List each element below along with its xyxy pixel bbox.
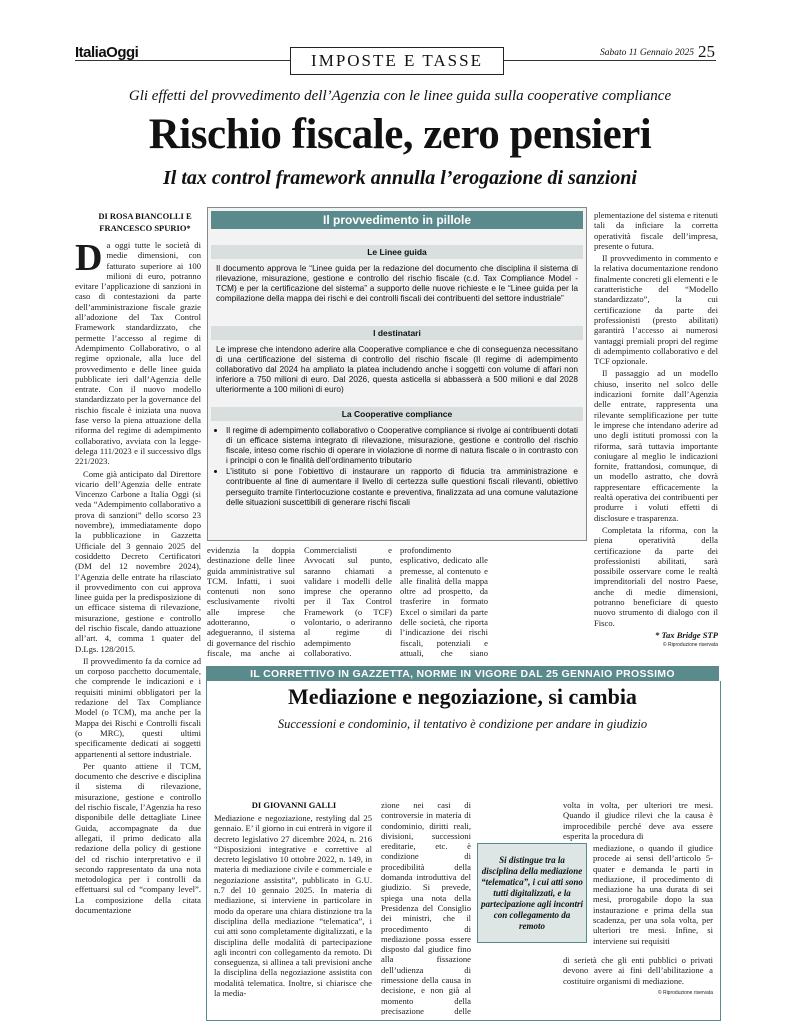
info-box-section-heading: Le Linee guida xyxy=(211,245,583,259)
copyright-note: © Riproduzione riservata xyxy=(662,642,718,649)
article2-banner: IL CORRETTIVO IN GAZZETTA, NORME IN VIGORE DAL 25 GENNAIO PROSSIMO xyxy=(206,666,719,681)
info-box-text: Il documento approva le “Linee guida per la redazione del documento che disciplina il sistema di rilevazione, misurazione, gestione e controllo del rischio fiscale (c.d. Tax Compliance Model - TCM) e per la certificazione del sistema” a supporto delle nuove richieste e le “Linee guida per la compilazione della mappa dei rischi e dei controlli fiscali dei contribuenti del settore industriale” xyxy=(216,263,578,304)
info-box xyxy=(207,207,587,541)
article-column-3 xyxy=(304,545,392,660)
article2-headline: Mediazione e negoziazione, si cambia xyxy=(288,684,637,709)
list-item: • L’istituto si pone l’obiettivo di instaurare un rapporto di fiducia tra amministrazione e contribuente al fine di aumentare il livello di certezza sulle questioni fiscali rilevanti, obiettivo perseguito tramite l’interlocuzione costante e preventiva, finalizzata ad una comune valutazione delle situazioni suscettibili di generare rischi fiscali xyxy=(226,466,578,506)
paragraph: Mediazione e negoziazione, restyling dal 25 gennaio. E’ il giorno in cui entrerà in vigore il decreto legislativo 27 dicembre 2024, n. 216 “Disposizioni integrative e correttive al decreto legislativo 10 ottobre 2022, n. 149, in materia di mediazione civile e commerciale e negoziazione assistita”, pubblicato in G.U. n.7 del 10 gennaio 2025. In materia di mediazione, si interviene in particolare in modo da operare una chiara distinzione tra la disciplina della mediazione “telematica”, i cui atti sono completamente digitalizzati, e la disciplina delle modalità di partecipazione agli incontri con collegamento da remoto. Di conseguenza, si allinea a tali previsioni anche la disciplina della negoziazione assistita con modalità telematica. Inoltre, si chiarisce che la media- xyxy=(214,813,372,999)
pull-quote: Si distingue tra la disciplina della mediazione “telematica”, i cui atti sono tutti digitalizzati, e la partecipazione agli incontri con collegamento da remoto xyxy=(477,843,587,943)
article-subhead: Il tax control framework annulla l’erogazione di sanzioni xyxy=(163,167,637,189)
info-box-list xyxy=(216,425,578,508)
article2-byline: DI GIOVANNI GALLI xyxy=(251,800,337,810)
paragraph: di serietà che gli enti pubblici o privati devono avere ai fini dell’abilitazione a costituire organismi di mediazione. xyxy=(563,955,713,986)
article-byline: DI ROSA BIANCOLLI E FRANCESCO SPURIO* xyxy=(98,211,192,233)
article-column-5 xyxy=(594,210,718,655)
list-item: • Il regime di adempimento collaborativo o Cooperative compliance si rivolge ai contribuenti dotati di un efficace sistema integrato di rilevazione, misurazione, gestione e controllo del rischio fiscale, inteso come rischio di operare in violazione di norme di natura fiscale o in contrasto con i principi o con le finalità dell’ordinamento tributario xyxy=(226,425,578,465)
section-title: IMPOSTE E TASSE xyxy=(290,47,504,75)
paragraph: Il provvedimento in commento e la relativa documentazione rendono finalmente concreti gli elementi e le caratteristiche del “Modello standardizzato”, la cui certificazione da parte dei professionisti (presto abilitati) garantirà l’accesso ai numerosi vantaggi premiali propri del regime di adempimento collaborativo e del TCF opzionale. xyxy=(594,253,718,367)
paragraph: profondimento esplicativo, dedicato alle premesse, al contenuto e alle finalità della mappa oltre ad prospetto, da trasferire in formato Excel o similari da parte delle società, che riporta l’indicazione dei rischi fiscali, potenziali e attuali, che siano xyxy=(400,545,488,658)
author-signature: * Tax Bridge STP xyxy=(655,629,718,640)
paragraph: a oggi tutte le società di medie dimensioni, con fatturato superiore ai 100 milioni di euro, potranno evitare l’applicazione di sanzioni in caso di contestazioni da parte dell’amministrazione fiscale grazie all’adozione del Tax Control Framework standardizzato, che permette l’accesso al regime di Adempimento Collaborativo, o al regime opzionale, alla luce del provvedimento e delle linee guida pubblicate ieri dall’Agenzia delle entrate. Con il nuovo modello standardizzato per la governance del rischio fiscale è iniziata una nuova fase verso la piena attuazione della riforma del regime di adempimento collaborativo, avviata con la legge-delega 111/2023 e il successivo dlgs 221/2023. xyxy=(75,240,201,467)
article-kicker: Gli effetti del provvedimento dell’Agenzia con le linee guida sulla cooperative compliance xyxy=(128,88,672,104)
paragraph: Il provvedimento fa da cornice ad un corposo pacchetto documentale, che comprende le indicazioni e i requisiti minimi obbligatori per la redazione del Tax Compliance Model (o TCM), ma anche per la Mappa dei Rischi e Controlli fiscali (o MRC), questi ultimi specificamente dedicati ai soggetti appartenenti al settore industriale. xyxy=(75,655,201,759)
paragraph: Commercialisti e Avvocati sul punto, saranno chiamati a validare i modelli delle imprese che operanno per il Tax Control Framework (o TCF) volontario, o aderiranno al regime di adempimento collaborativo. xyxy=(304,545,392,658)
paragraph: mediazione, o quando il giudice procede ai sensi dell’articolo 5-quater e demanda le parti in mediazione, il procedimento di mediazione ha una durata di sei mesi, prorogabile dopo la sua instaurazione e prima della sua scadenza, per una sola volta, per ulteriori tre mesi. Infine, si interviene sui requisiti xyxy=(593,843,713,946)
article2-column-3b xyxy=(593,843,713,953)
article-headline: Rischio fiscale, zero pensieri xyxy=(148,111,652,158)
paragraph: evidenzia la doppia destinazione delle linee guida amministrative sul TCM. Infatti, i suoi contenuti non sono esclusivamente rivolti alle imprese che adotteranno, o adegueranno, il sistema di governance del rischio fiscale, ma anche ai xyxy=(207,545,295,658)
page-number: 25 xyxy=(698,42,715,61)
article2-column-3a xyxy=(563,800,713,842)
paragraph: Completata la riforma, con la piena operatività della certificazione da parte dei professionisti abilitati, sarà possibile osservare come le realtà imprenditoriali del nostro Paese, anche di medie dimensioni, potranno beneficiare di questo nuovo strumento di dialogo con il Fisco. xyxy=(594,524,718,628)
copyright-note: © Riproduzione riservata xyxy=(657,989,713,996)
info-box-text: Le imprese che intendono aderire alla Cooperative compliance e che di conseguenza necessitano di una certificazione del sistema di controllo del rischio fiscale (Il regime di adempimento collaborativo dal 2024 ha ampliato la platea includendo anche i soggetti con volume di affari non inferiore a 750 milioni di euro. Dal 2026, questa asticella si abbasserà a 500 milioni e dal 2028 ulteriormente a 100 milioni di euro) xyxy=(216,344,578,395)
drop-cap: D xyxy=(75,240,103,279)
article2-column-3c xyxy=(563,955,713,1010)
info-box-section-heading: I destinatari xyxy=(211,326,583,340)
article2-subhead: Successioni e condominio, il tentativo è condizione per andare in giudizio xyxy=(277,717,648,731)
article-column-4 xyxy=(400,545,488,660)
article2-column-1 xyxy=(214,813,372,1015)
info-box-section-heading: La Cooperative compliance xyxy=(211,407,583,421)
paragraph: volta in volta, per ulteriori tre mesi. Quando il giudice rilevi che la causa è improcedibile perché deve ava essere esperita la procedura di xyxy=(563,800,713,841)
paragraph: zione nei casi di controversie in materia di condominio, diritti reali, divisioni, successioni ereditarie, etc. è condizione di procedibilità della domanda introduttiva del giudizio. Si prevede, spiega una nota della Presidenza del Consiglio dei ministri, che il procedimento di mediazione possa essere disposto dal giudice fino alla fissazione dell’udienza di rimessione della causa in decisione, e non già al momento della precisazione delle xyxy=(381,800,471,1015)
paragraph: plementazione del sistema e ritenuti tali da inficiare la corretta operatività fiscale dell’impresa, presente o futura. xyxy=(594,210,718,251)
article-column-1 xyxy=(75,240,201,1015)
info-box-title: Il provvedimento in pillole xyxy=(211,211,583,229)
paragraph: Per quanto attiene il TCM, documento che descrive e disciplina il sistema di rilevazione, misurazione, gestione e controllo del rischio fiscale, l’Agenzia ha reso disponibile delle dettagliate Linee Guida, accompagnate da due allegati, il primo dedicato alla redazione della policy di gestione del cd rischio interpretativo e il secondo rappresentato da una nota metodologica per i controlli da effettuarsi sul cd “company level”. La composizione della citata documentazione xyxy=(75,760,201,915)
paragraph: Come già anticipato dal Direttore vicario dell’Agenzia delle entrate Vincenzo Carbone a Italia Oggi (si veda “Adempimento collaborativo a prova di sanzioni” dello scorso 23 novembre), immediatamente dopo la pubblicazione in Gazzetta Ufficiale del 3 gennaio 2025 del cosiddetto Decreto Certificatori (DM del 12 novembre 2024), l’Agenzia delle entrate ha rilasciato il provvedimento con cui approva linee guida per la predisposizione di un efficace sistema di rilevazione, misurazione, gestione e controllo del rischio fiscale, dando attuazione all’art. 4, comma 1 quater del D.Lgs. 128/2015. xyxy=(75,468,201,654)
newspaper-logo: ItaliaOggi xyxy=(75,44,139,61)
article-column-2 xyxy=(207,545,295,660)
issue-date: Sabato 11 Gennaio 2025 xyxy=(600,48,695,58)
paragraph: Il passaggio ad un modello chiuso, inserito nel solco delle indicazioni fornite dall’Agenzia delle entrate, rappresenta una rilevante semplificazione per tutte le imprese che intendano aderire ad uno degli istituti promossi con la riforma, sarà tuttavia importante coniugare al meglio le indicazioni fornite, frattandosi, comunque, di un modello astratto, che dovrà rappresentare efficacemente la realtà operativa dei contribuenti per produrre i voluti effetti di disclosure e trasparenza. xyxy=(594,368,718,523)
article2-column-2 xyxy=(381,800,471,1015)
